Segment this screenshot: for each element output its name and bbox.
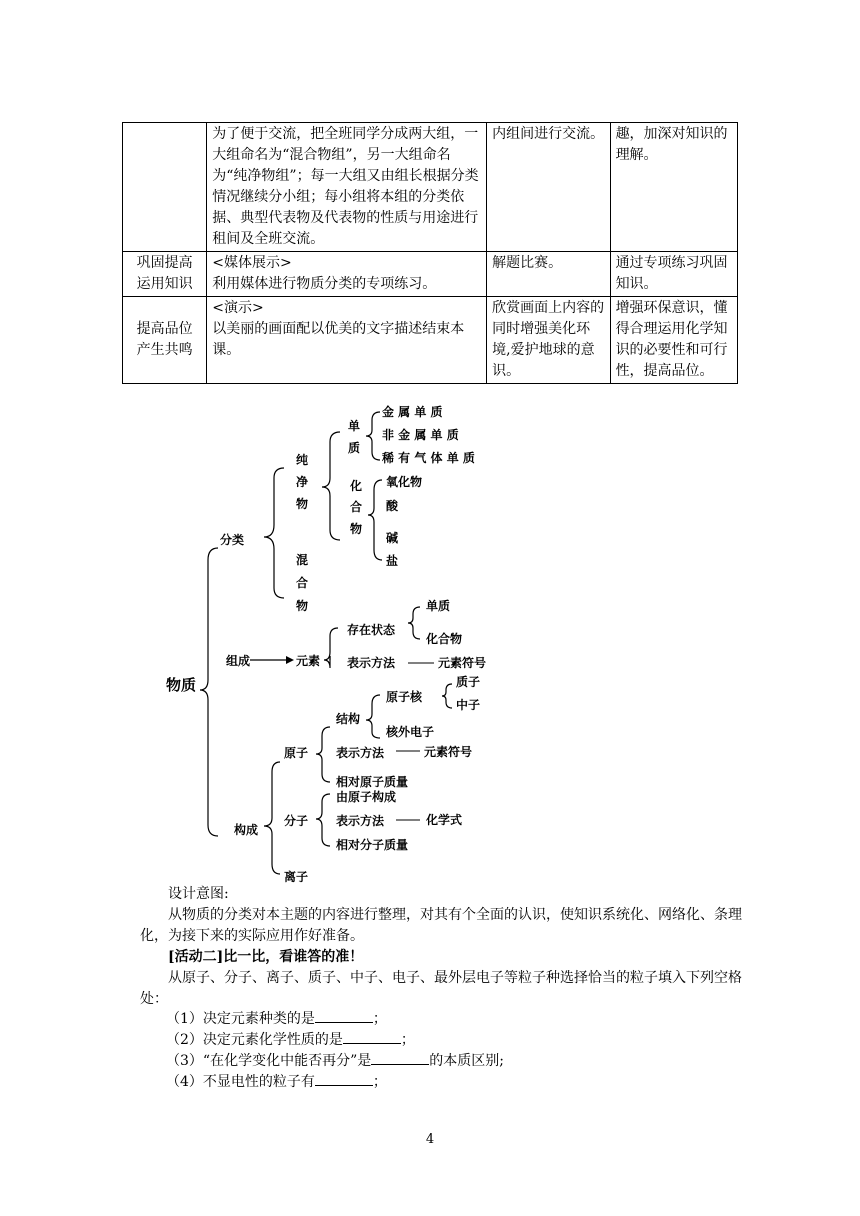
label-classification: 分类 xyxy=(220,533,245,547)
question-text: ； xyxy=(372,1074,387,1090)
node-compound: 化合物 xyxy=(426,632,463,646)
question-text: （3）“在化学变化中能否再分”是 xyxy=(166,1053,372,1069)
question-2 xyxy=(166,1029,415,1049)
node-simple-substance: 单质 xyxy=(426,599,451,613)
brace xyxy=(442,684,452,708)
node-element-symbol: 元素符号 xyxy=(424,745,473,759)
table-cell: <演示> 以美丽的画面配以优美的文字描述结束本课。 xyxy=(207,297,487,384)
table-cell xyxy=(123,123,207,252)
node-compound: 化 xyxy=(350,479,363,493)
question-4 xyxy=(166,1071,387,1091)
node-molecular-mass: 相对分子质量 xyxy=(336,838,409,852)
answer-blank[interactable] xyxy=(315,1073,373,1086)
node-nucleus: 原子核 xyxy=(386,690,423,704)
table-cell: 解题比赛。 xyxy=(487,252,610,297)
table-cell: 提高品位 产生共鸣 xyxy=(123,297,207,384)
node-molecule: 分子 xyxy=(284,814,309,828)
node-compound: 合 xyxy=(350,500,363,514)
node-structure: 结构 xyxy=(336,712,361,726)
node-nonmetal: 非 金 属 单 质 xyxy=(382,428,459,442)
node-element-symbol: 元素符号 xyxy=(438,656,487,670)
label-structure: 构成 xyxy=(234,823,259,837)
answer-blank[interactable] xyxy=(315,1010,373,1023)
node-representation: 表示方法 xyxy=(347,656,396,670)
node-pure: 净 xyxy=(296,475,309,489)
node-metal: 金 属 单 质 xyxy=(382,405,443,419)
answer-blank[interactable] xyxy=(371,1052,429,1065)
table-row xyxy=(123,123,738,252)
node-formula: 化学式 xyxy=(426,813,463,827)
node-pure: 物 xyxy=(296,497,309,511)
table-cell: 内组间进行交流。 xyxy=(487,123,610,252)
question-text: （4）不显电性的粒子有 xyxy=(166,1074,315,1090)
table-cell: 趣，加深对知识的理解。 xyxy=(610,123,737,252)
node-compound: 物 xyxy=(350,522,363,536)
node-state: 存在状态 xyxy=(347,623,396,637)
node-matter-1: 物质 xyxy=(166,676,197,694)
question-text: 的本质区别; xyxy=(429,1053,504,1069)
node-mixture: 合 xyxy=(296,576,309,590)
page-number: 4 xyxy=(425,1132,435,1147)
question-text: （1）决定元素种类的是 xyxy=(166,1011,315,1027)
node-atom: 原子 xyxy=(284,746,309,760)
brace xyxy=(264,468,284,598)
brace xyxy=(316,727,330,782)
brace xyxy=(322,432,340,540)
answer-blank[interactable] xyxy=(343,1031,401,1044)
design-intent-paragraph: 从物质的分类对本主题的内容进行整理，对其有个全面的认识，使知识系统化、网络化、条理化，为接下来的实际应用作好准备。 xyxy=(140,907,742,944)
activity-instructions: 从原子、分子、离子、质子、中子、电子、最外层电子等粒子种选择恰当的粒子填入下列空格处： xyxy=(140,970,742,1007)
matter-concept-diagram xyxy=(0,400,860,885)
node-element: 元素 xyxy=(296,654,321,668)
node-acid: 酸 xyxy=(386,499,399,513)
node-salt: 盐 xyxy=(386,554,399,568)
node-proton: 质子 xyxy=(456,675,481,689)
node-representation: 表示方法 xyxy=(336,746,385,760)
table-cell: <媒体展示> 利用媒体进行物质分类的专项练习。 xyxy=(207,252,487,297)
node-atomic-mass: 相对原子质量 xyxy=(336,775,409,789)
lesson-plan-table xyxy=(122,122,738,384)
node-representation: 表示方法 xyxy=(336,814,385,828)
node-pure: 纯 xyxy=(296,453,309,467)
brace xyxy=(408,607,420,639)
node-element-substance: 质 xyxy=(348,441,361,455)
node-noble-gas: 稀 有 气 体 单 质 xyxy=(382,451,475,465)
node-oxide: 氧化物 xyxy=(386,475,423,489)
table-cell: 巩固提高 运用知识 xyxy=(123,252,207,297)
brace xyxy=(366,412,380,460)
label-composition: 组成 xyxy=(226,654,251,668)
node-element-substance: 单 xyxy=(348,419,361,433)
node-mixture: 混 xyxy=(296,553,309,567)
table-cell: 增强环保意识，懂得合理运用化学知识的必要性和可行性，提高品位。 xyxy=(610,297,737,384)
table-row xyxy=(123,252,738,297)
table-cell: 欣赏画面上内容的同时增强美化环境,爱护地球的意识。 xyxy=(487,297,610,384)
question-1 xyxy=(166,1008,387,1028)
question-3 xyxy=(166,1050,504,1070)
question-text: ； xyxy=(400,1032,415,1048)
node-made-of-atoms: 由原子构成 xyxy=(336,790,397,804)
node-ion: 离子 xyxy=(284,870,309,884)
table-cell: 通过专项练习巩固知识。 xyxy=(610,252,737,297)
design-intent-label: 设计意图: xyxy=(168,886,229,902)
table-cell: 为了便于交流，把全班同学分成两大组，一大组命名为“混合物组”，另一大组命名为“纯净物组”；每一大组又由组长根据分类情况继续分小组；每小组将本组的分类依据、典型代表物及代表物的性质与用途进行租间及全班交流。 xyxy=(207,123,487,252)
node-base: 碱 xyxy=(386,531,399,545)
brace xyxy=(324,628,338,668)
node-electron: 核外电子 xyxy=(386,725,435,739)
brace xyxy=(200,548,218,836)
question-text: ； xyxy=(372,1011,387,1027)
brace xyxy=(368,480,382,560)
node-neutron: 中子 xyxy=(456,698,481,712)
question-text: （2）决定元素化学性质的是 xyxy=(166,1032,343,1048)
brace xyxy=(366,695,380,738)
table-row xyxy=(123,297,738,384)
brace xyxy=(316,794,330,846)
brace xyxy=(264,762,280,874)
node-mixture: 物 xyxy=(296,599,309,613)
activity-heading: [活动二]比一比，看谁答的准！ xyxy=(168,949,364,965)
arrow-head-icon xyxy=(286,656,294,664)
